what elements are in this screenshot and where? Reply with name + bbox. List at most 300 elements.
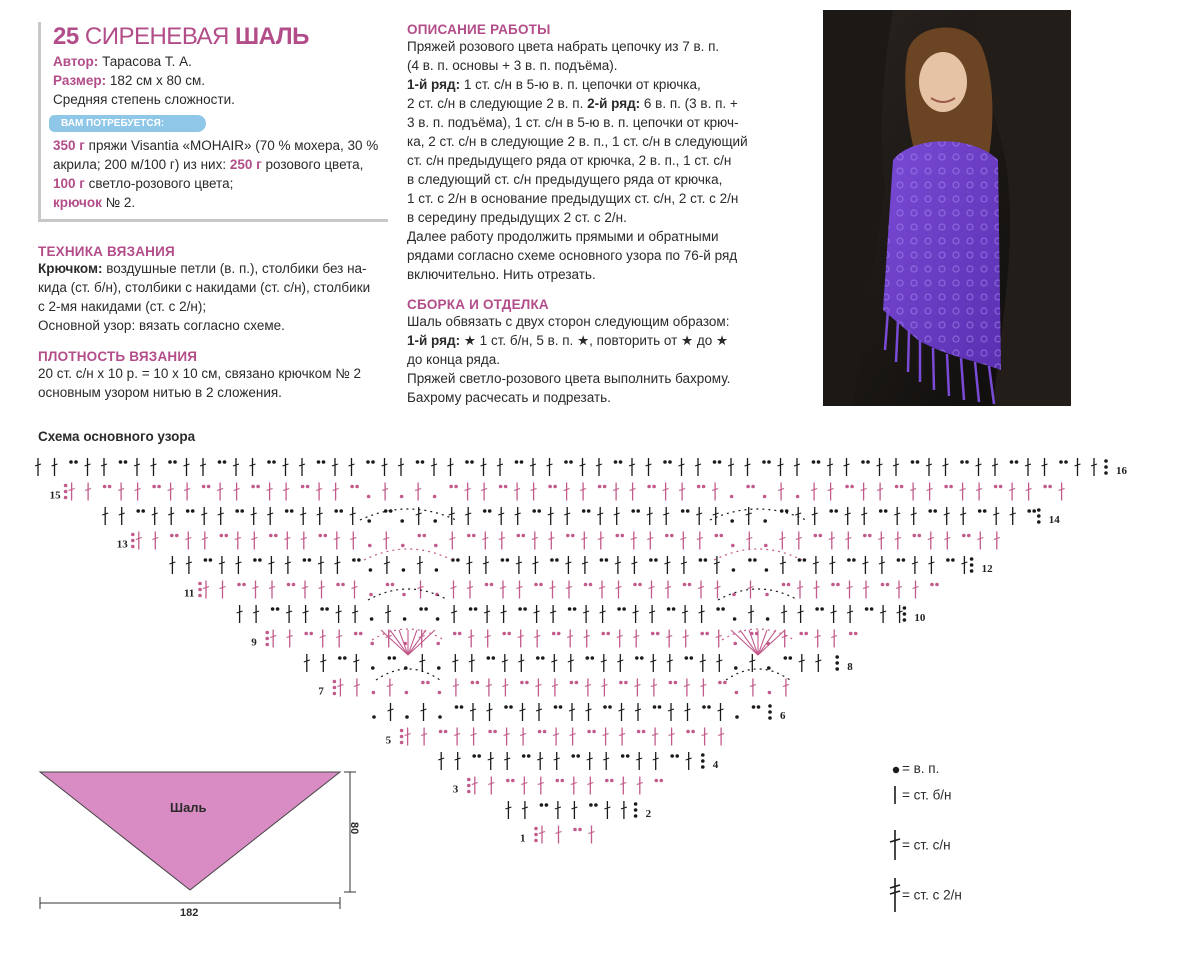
chain-dot bbox=[731, 544, 735, 548]
technique-title: ТЕХНИКА ВЯЗАНИЯ bbox=[38, 244, 175, 259]
chain-dot bbox=[421, 681, 425, 685]
turning-chain-dot bbox=[701, 753, 705, 757]
needs-line-1: 350 г пряжи Visantia «MOHAIR» (70 % мохера, 30 % bbox=[53, 138, 379, 153]
chain-dot bbox=[582, 509, 586, 513]
chain-dot bbox=[723, 681, 727, 685]
chain-dot bbox=[655, 779, 659, 783]
chain-dot bbox=[656, 632, 660, 636]
chain-dot bbox=[753, 558, 757, 562]
chain-dot bbox=[426, 681, 430, 685]
chain-dot bbox=[400, 495, 404, 499]
chain-dot bbox=[789, 656, 793, 660]
chain-dot bbox=[405, 691, 409, 695]
chain-dot bbox=[536, 656, 540, 660]
chain-dot bbox=[388, 656, 392, 660]
row-number-label: 4 bbox=[712, 759, 719, 771]
chain-dot bbox=[847, 558, 851, 562]
treble-crochet-icon bbox=[888, 876, 902, 914]
turning-chain-dot bbox=[1104, 471, 1108, 475]
shawl-shape-svg bbox=[30, 760, 380, 920]
chain-dot bbox=[765, 568, 769, 572]
chain-dot bbox=[732, 568, 736, 572]
chain-dot bbox=[817, 460, 821, 464]
chain-dot bbox=[1048, 485, 1052, 489]
chain-dot bbox=[269, 534, 273, 538]
chain-dot bbox=[757, 705, 761, 709]
chain-dot bbox=[393, 656, 397, 660]
chain-dot bbox=[306, 485, 310, 489]
row-number-label: 9 bbox=[251, 636, 257, 649]
chain-dot bbox=[522, 754, 526, 758]
chain-dot bbox=[658, 705, 662, 709]
chain-dot bbox=[186, 509, 190, 513]
chain-dot bbox=[814, 534, 818, 538]
chain-dot bbox=[218, 460, 222, 464]
chain-dot bbox=[716, 607, 720, 611]
chain-dot bbox=[636, 509, 640, 513]
chain-dot bbox=[865, 607, 869, 611]
chain-dot bbox=[401, 544, 405, 548]
chain-dot bbox=[764, 544, 768, 548]
chain-dot bbox=[787, 583, 791, 587]
turning-chain-dot bbox=[1104, 459, 1108, 463]
chain-dot bbox=[372, 715, 376, 719]
chain-dot bbox=[752, 705, 756, 709]
turning-chain-dot bbox=[701, 765, 705, 769]
chain-dot bbox=[578, 828, 582, 832]
chain-dot bbox=[647, 485, 651, 489]
chain-dot bbox=[274, 534, 278, 538]
chain-dot bbox=[675, 754, 679, 758]
turning-chain-dot bbox=[534, 839, 538, 843]
chain-dot bbox=[622, 607, 626, 611]
chain-dot bbox=[637, 730, 641, 734]
chain-dot bbox=[697, 485, 701, 489]
chain-dot bbox=[320, 607, 324, 611]
row-number-label: 1 bbox=[520, 832, 526, 845]
chain-dot bbox=[734, 666, 738, 670]
author-line: Автор: Тарасова Т. А. bbox=[53, 54, 192, 69]
chain-dot bbox=[550, 558, 554, 562]
chain-dot bbox=[594, 803, 598, 807]
chain-dot bbox=[1010, 460, 1014, 464]
chain-dot bbox=[570, 681, 574, 685]
shawl-shape bbox=[40, 772, 340, 890]
turning-chain-dot bbox=[970, 569, 974, 573]
model-photo-illustration bbox=[823, 10, 1071, 406]
chain-dot bbox=[436, 642, 440, 646]
chain-dot bbox=[621, 754, 625, 758]
chain-dot bbox=[598, 485, 602, 489]
chain-dot bbox=[370, 642, 374, 646]
chain-dot bbox=[477, 754, 481, 758]
needs-line-4: крючок № 2. bbox=[53, 195, 136, 210]
chain-dot bbox=[359, 632, 363, 636]
chain-dot bbox=[573, 828, 577, 832]
chain-dot bbox=[763, 519, 767, 523]
chain-dot bbox=[341, 583, 345, 587]
chain-dot bbox=[474, 607, 478, 611]
chain-dot bbox=[670, 534, 674, 538]
chain-dot bbox=[702, 485, 706, 489]
row-number-label: 5 bbox=[385, 734, 392, 747]
chain-dot bbox=[492, 656, 496, 660]
assembly-text: Шаль обвязать с двух сторон следующим образом: 1-й ряд: ★ 1 ст. б/н, 5 в. п. ★, повторить от ★ до ★ до конца ряда. Пряжей светло-розового цвета выполнить бахрому. Бахрому расчесать и подрезать. bbox=[407, 314, 731, 405]
turning-chain-dot bbox=[198, 588, 202, 592]
chain-dot bbox=[251, 485, 255, 489]
chain-dot bbox=[350, 485, 354, 489]
chain-dot bbox=[589, 583, 593, 587]
chain-dot bbox=[507, 632, 511, 636]
chain-dot bbox=[553, 485, 557, 489]
chain-dot bbox=[667, 607, 671, 611]
chain-dot bbox=[863, 534, 867, 538]
motif-arc bbox=[714, 549, 802, 560]
chain-dot bbox=[223, 460, 227, 464]
row-number-label: 15 bbox=[49, 489, 61, 502]
chain-dot bbox=[930, 583, 934, 587]
chain-dot bbox=[850, 485, 854, 489]
chain-dot bbox=[564, 460, 568, 464]
chain-dot bbox=[225, 534, 229, 538]
turning-chain-dot bbox=[768, 716, 772, 720]
chain-dot bbox=[879, 509, 883, 513]
chain-dot bbox=[665, 534, 669, 538]
chain-dot bbox=[309, 632, 313, 636]
chain-dot bbox=[303, 558, 307, 562]
chain-dot bbox=[202, 485, 206, 489]
chain-dot bbox=[152, 485, 156, 489]
chain-dot bbox=[718, 681, 722, 685]
chain-dot bbox=[334, 509, 338, 513]
row-number-label: 12 bbox=[981, 563, 993, 575]
chain-dot bbox=[911, 460, 915, 464]
chain-dot bbox=[435, 568, 439, 572]
chain-dot bbox=[669, 681, 673, 685]
row-number-label: 16 bbox=[1116, 465, 1127, 477]
chain-dot bbox=[370, 617, 374, 621]
chain-dot bbox=[108, 485, 112, 489]
chain-dot bbox=[525, 681, 529, 685]
chain-dot bbox=[732, 593, 736, 597]
chain-dot bbox=[614, 460, 618, 464]
chain-dot bbox=[640, 656, 644, 660]
chain-dot bbox=[317, 460, 321, 464]
turning-chain-dot bbox=[1037, 520, 1041, 524]
chain-dot bbox=[338, 656, 342, 660]
chain-dot bbox=[568, 607, 572, 611]
chain-dot bbox=[586, 656, 590, 660]
chain-dot bbox=[253, 558, 257, 562]
chain-dot bbox=[621, 534, 625, 538]
chain-dot bbox=[854, 632, 858, 636]
chain-dot bbox=[735, 691, 739, 695]
chain-dot bbox=[603, 705, 607, 709]
chain-dot bbox=[849, 632, 853, 636]
chain-dot bbox=[434, 544, 438, 548]
chain-dot bbox=[720, 534, 724, 538]
left-column bbox=[38, 244, 383, 402]
chain-dot bbox=[476, 681, 480, 685]
chain-dot bbox=[449, 485, 453, 489]
chain-dot bbox=[575, 681, 579, 685]
chain-dot bbox=[730, 519, 734, 523]
chain-dot bbox=[418, 534, 422, 538]
chain-dot bbox=[554, 705, 558, 709]
chain-dot bbox=[509, 705, 513, 709]
chain-dot bbox=[683, 583, 687, 587]
chain-dot bbox=[831, 583, 835, 587]
motif-arc bbox=[710, 509, 806, 520]
chain-dot bbox=[960, 460, 964, 464]
chain-dot bbox=[668, 460, 672, 464]
chain-dot bbox=[605, 779, 609, 783]
row-number-label: 14 bbox=[1048, 514, 1060, 526]
middle-column bbox=[407, 22, 782, 407]
chain-dot bbox=[587, 509, 591, 513]
chain-dot bbox=[994, 485, 998, 489]
technique-text: Крючком: воздушные петли (в. п.), столбики без на- кида (ст. б/н), столбики с накидами (ст. с/н), столбики с 2-мя накидами (ст. с 2/н); Основной узор: вязать согласно схеме. bbox=[38, 261, 371, 333]
turning-chain-dot bbox=[265, 643, 269, 647]
chain-dot bbox=[204, 558, 208, 562]
chain-dot bbox=[999, 485, 1003, 489]
motif-fan-post bbox=[408, 630, 426, 655]
chain-dot bbox=[799, 632, 803, 636]
row-number-label: 3 bbox=[452, 783, 459, 796]
chain-dot bbox=[812, 460, 816, 464]
chain-dot bbox=[136, 509, 140, 513]
turning-chain-dot bbox=[1037, 508, 1041, 512]
chain-dot bbox=[573, 607, 577, 611]
chain-dot bbox=[465, 460, 469, 464]
chain-dot bbox=[69, 460, 73, 464]
turning-chain-dot bbox=[903, 606, 907, 610]
chain-dot bbox=[520, 460, 524, 464]
chain-dot bbox=[670, 754, 674, 758]
chain-dot bbox=[369, 593, 373, 597]
chain-dot bbox=[371, 666, 375, 670]
chain-dot bbox=[633, 583, 637, 587]
shawl-width-label: 182 bbox=[180, 907, 199, 919]
chain-dot bbox=[454, 485, 458, 489]
chain-dot bbox=[965, 460, 969, 464]
chain-dot bbox=[624, 681, 628, 685]
turning-chain-dot bbox=[634, 808, 638, 812]
turning-chain-dot bbox=[903, 618, 907, 622]
chain-dot bbox=[458, 632, 462, 636]
model-photo bbox=[823, 10, 1071, 406]
chain-dot bbox=[815, 607, 819, 611]
motif-arc bbox=[726, 669, 790, 680]
chain-dot bbox=[237, 583, 241, 587]
chain-dot bbox=[651, 632, 655, 636]
chain-dot bbox=[285, 509, 289, 513]
chain-dot bbox=[721, 607, 725, 611]
chain-dot bbox=[405, 715, 409, 719]
pattern-title: 25 СИРЕНЕВАЯ ШАЛЬ bbox=[53, 23, 309, 50]
chain-dot bbox=[534, 583, 538, 587]
chain-dot bbox=[419, 607, 423, 611]
turning-chain-dot bbox=[1037, 514, 1041, 518]
chain-dot bbox=[587, 730, 591, 734]
chain-dot bbox=[897, 558, 901, 562]
chain-dot bbox=[610, 779, 614, 783]
needs-line-2: акрила; 200 м/100 г) из них: 250 г розового цвета, bbox=[53, 157, 364, 172]
chain-dot bbox=[1027, 509, 1031, 513]
turning-chain-dot bbox=[534, 833, 538, 837]
chain-dot bbox=[488, 509, 492, 513]
chain-dot bbox=[1064, 460, 1068, 464]
chain-dot bbox=[715, 534, 719, 538]
turning-chain-dot bbox=[835, 667, 839, 671]
chain-dot bbox=[691, 730, 695, 734]
chain-dot bbox=[866, 460, 870, 464]
chain-dot bbox=[699, 558, 703, 562]
chain-dot bbox=[608, 705, 612, 709]
chain-dot bbox=[895, 485, 899, 489]
turning-chain-dot bbox=[467, 778, 471, 782]
chain-dot bbox=[371, 460, 375, 464]
chain-stitch-icon bbox=[888, 760, 902, 776]
chain-dot bbox=[472, 754, 476, 758]
turning-chain-dot bbox=[400, 735, 404, 739]
turning-chain-dot bbox=[64, 496, 68, 500]
chain-dot bbox=[571, 754, 575, 758]
chain-dot bbox=[804, 632, 808, 636]
chain-dot bbox=[638, 583, 642, 587]
chain-dot bbox=[785, 509, 789, 513]
chain-dot bbox=[402, 568, 406, 572]
turning-chain-dot bbox=[333, 692, 337, 696]
chain-dot bbox=[527, 754, 531, 758]
turning-chain-dot bbox=[970, 557, 974, 561]
turning-chain-dot bbox=[768, 710, 772, 714]
chain-dot bbox=[272, 460, 276, 464]
chain-dot bbox=[520, 681, 524, 685]
chain-dot bbox=[784, 656, 788, 660]
chain-dot bbox=[686, 509, 690, 513]
chain-dot bbox=[707, 705, 711, 709]
turning-chain-dot bbox=[903, 612, 907, 616]
chain-dot bbox=[103, 485, 107, 489]
chain-dot bbox=[119, 460, 123, 464]
chain-dot bbox=[603, 485, 607, 489]
shawl-label: Шаль bbox=[170, 800, 207, 815]
chain-dot bbox=[308, 558, 312, 562]
chain-dot bbox=[545, 803, 549, 807]
chain-dot bbox=[569, 460, 573, 464]
chain-dot bbox=[402, 593, 406, 597]
chain-dot bbox=[829, 509, 833, 513]
chain-dot bbox=[483, 509, 487, 513]
chain-dot bbox=[685, 656, 689, 660]
chain-dot bbox=[916, 460, 920, 464]
row-number-label: 2 bbox=[645, 808, 652, 820]
chain-dot bbox=[766, 617, 770, 621]
chain-dot bbox=[819, 534, 823, 538]
chain-dot bbox=[240, 509, 244, 513]
chain-dot bbox=[485, 583, 489, 587]
chain-dot bbox=[493, 730, 497, 734]
work-text: Пряжей розового цвета набрать цепочку из 7 в. п. (4 в. п. основы + 3 в. п. подъёма). 1-й ряд: 1 ст. с/н в 5-ю в. п. цепочки от крючка, 2 ст. с/н в следующие 2 в. п. 2-й ряд: 6 в. п. (3 в. п. + 3 в. п. подъёма), 1 ст. с/н в 5-ю в. п. цепочки от крюч- ка, 2 ст. с/н в следующие 2 в. п., 1 ст. с/н в следующий ст. с/н предыдущего ряда от крючка, 2 в. п., 1 ст. с/н в следующий ст. с/н предыдущего ряда от крючка, 1 ст. с 2/н в основание предыдущих ст. с/н, 2 ст. с 2/н в середину предыдущих 2 ст. с 2/н. Далее работу продолжить прямыми и обратными рядами согласно схеме основного узора по 76-й ряд включительно. Нить отрезать. bbox=[407, 39, 748, 282]
chain-dot bbox=[1043, 485, 1047, 489]
chain-dot bbox=[601, 632, 605, 636]
chain-dot bbox=[400, 519, 404, 523]
turning-chain-dot bbox=[1104, 465, 1108, 469]
chain-dot bbox=[267, 460, 271, 464]
chain-dot bbox=[576, 754, 580, 758]
turning-chain-dot bbox=[634, 802, 638, 806]
turning-chain-dot bbox=[634, 814, 638, 818]
legend-dc: = ст. с/н bbox=[888, 828, 951, 862]
chain-dot bbox=[767, 460, 771, 464]
chain-dot bbox=[733, 642, 737, 646]
turning-chain-dot bbox=[198, 582, 202, 586]
chain-dot bbox=[301, 485, 305, 489]
chain-dot bbox=[532, 509, 536, 513]
chain-dot bbox=[626, 754, 630, 758]
row-number-label: 8 bbox=[847, 661, 853, 673]
chain-dot bbox=[191, 509, 195, 513]
chain-dot bbox=[796, 495, 800, 499]
motif-arc bbox=[360, 509, 456, 520]
chain-dot bbox=[935, 583, 939, 587]
chain-dot bbox=[672, 607, 676, 611]
chain-dot bbox=[391, 583, 395, 587]
chain-dot bbox=[74, 460, 78, 464]
chain-dot bbox=[928, 509, 932, 513]
work-title: ОПИСАНИЕ РАБОТЫ bbox=[407, 22, 551, 37]
chain-dot bbox=[704, 558, 708, 562]
chain-dot bbox=[433, 519, 437, 523]
chain-dot bbox=[718, 460, 722, 464]
chain-dot bbox=[355, 485, 359, 489]
chain-dot bbox=[900, 485, 904, 489]
chain-dot bbox=[836, 583, 840, 587]
chain-dot bbox=[170, 534, 174, 538]
legend-chain: = в. п. bbox=[888, 760, 939, 776]
shawl-size-diagram bbox=[30, 760, 380, 925]
chain-dot bbox=[453, 632, 457, 636]
chain-dot bbox=[469, 607, 473, 611]
chain-dot bbox=[175, 534, 179, 538]
turning-chain-dot bbox=[265, 637, 269, 641]
chain-dot bbox=[502, 632, 506, 636]
chain-dot bbox=[881, 583, 885, 587]
chain-dot bbox=[439, 730, 443, 734]
row-number-label: 7 bbox=[318, 685, 324, 698]
chain-dot bbox=[733, 617, 737, 621]
chain-dot bbox=[834, 509, 838, 513]
chain-dot bbox=[983, 509, 987, 513]
chain-dot bbox=[674, 681, 678, 685]
chain-dot bbox=[372, 691, 376, 695]
chain-dot bbox=[543, 730, 547, 734]
chain-dot bbox=[403, 617, 407, 621]
chain-dot bbox=[290, 509, 294, 513]
chain-dot bbox=[220, 534, 224, 538]
chain-dot bbox=[557, 632, 561, 636]
chain-dot bbox=[649, 558, 653, 562]
chain-dot bbox=[663, 460, 667, 464]
row-number-label: 6 bbox=[780, 710, 786, 722]
chain-dot bbox=[490, 583, 494, 587]
chain-dot bbox=[416, 460, 420, 464]
chain-dot bbox=[471, 681, 475, 685]
chain-dot bbox=[886, 583, 890, 587]
legend-tr: = ст. с 2/н bbox=[888, 876, 962, 914]
chain-dot bbox=[456, 558, 460, 562]
